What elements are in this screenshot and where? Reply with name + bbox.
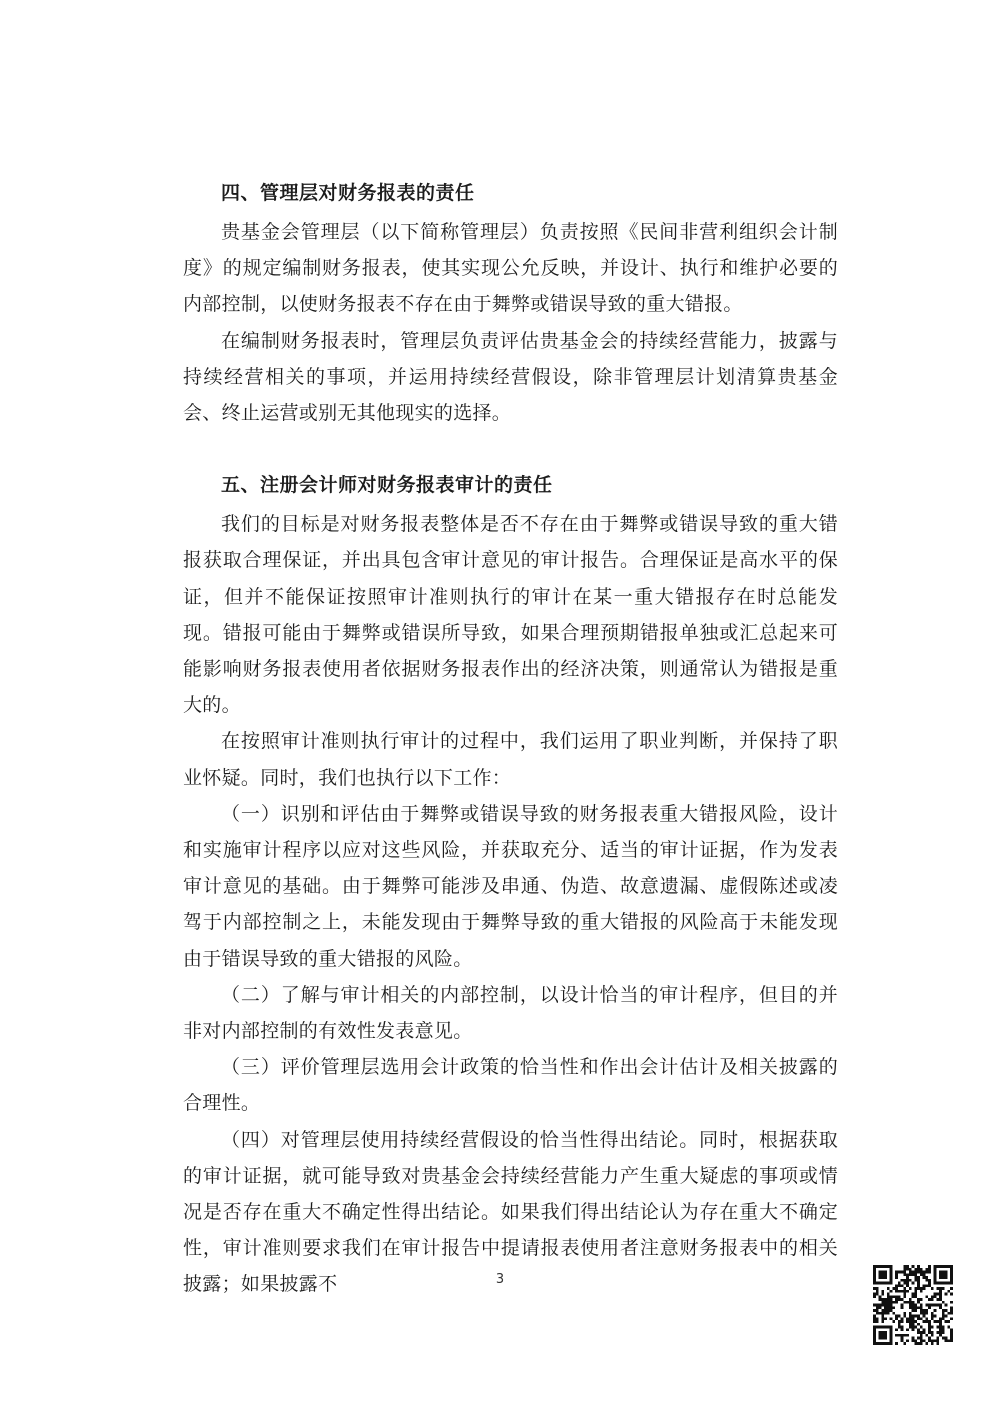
section-5-heading: 五、注册会计师对财务报表审计的责任 xyxy=(221,474,553,497)
page-number: 3 xyxy=(495,1272,505,1287)
section-4-heading: 四、管理层对财务报表的责任 xyxy=(221,182,475,204)
section-5-list-item: （二）了解与审计相关的内部控制，以设计恰当的审计程序，但目的并非对内部控制的有效性发表意见。 xyxy=(183,983,838,1043)
section-5-list-item: （四）对管理层使用持续经营假设的恰当性得出结论。同时，根据获取的审计证据，就可能导致对贵基金会持续经营能力产生重大疑虑的事项或情况是否存在重大不确定性得出结论。如果我们得出结论认为存在重大不确定性，审计准则要求我们在审计报告中提请报表使用者注意财务报表中的相关披露；如果披露不 xyxy=(183,1128,838,1296)
section-5-paragraph: 我们的目标是对财务报表整体是否不存在由于舞弊或错误导致的重大错报获取合理保证，并出具包含审计意见的审计报告。合理保证是高水平的保证，但并不能保证按照审计准则执行的审计在某一重大错报存在时总能发现。错报可能由于舞弊或错误所导致，如果合理预期错报单独或汇总起来可能影响财务报表使用者依据财务报表作出的经济决策，则通常认为错报是重大的。 xyxy=(183,513,838,717)
section-4-paragraph: 贵基金会管理层（以下简称管理层）负责按照《民间非营利组织会计制度》的规定编制财务报表，使其实现公允反映，并设计、执行和维护必要的内部控制，以使财务报表不存在由于舞弊或错误导致的重大错报。 xyxy=(183,221,838,316)
section-5-paragraph: 在按照审计准则执行审计的过程中，我们运用了职业判断，并保持了职业怀疑。同时，我们也执行以下工作： xyxy=(183,730,838,789)
section-4-paragraph: 在编制财务报表时，管理层负责评估贵基金会的持续经营能力，披露与持续经营相关的事项，并运用持续经营假设，除非管理层计划清算贵基金会、终止运营或别无其他现实的选择。 xyxy=(183,329,838,425)
section-5-list-item: （三）评价管理层选用会计政策的恰当性和作出会计估计及相关披露的合理性。 xyxy=(183,1056,838,1115)
section-5-list-item: （一）识别和评估由于舞弊或错误导致的财务报表重大错报风险，设计和实施审计程序以应对这些风险，并获取充分、适当的审计证据，作为发表审计意见的基础。由于舞弊可能涉及串通、伪造、故意遗漏、虚假陈述或凌驾于内部控制之上，未能发现由于舞弊导致的重大错报的风险高于未能发现由于错误导致的重大错报的风险。 xyxy=(183,802,838,970)
qr-code-icon xyxy=(873,1265,953,1345)
document-body xyxy=(183,176,838,1303)
